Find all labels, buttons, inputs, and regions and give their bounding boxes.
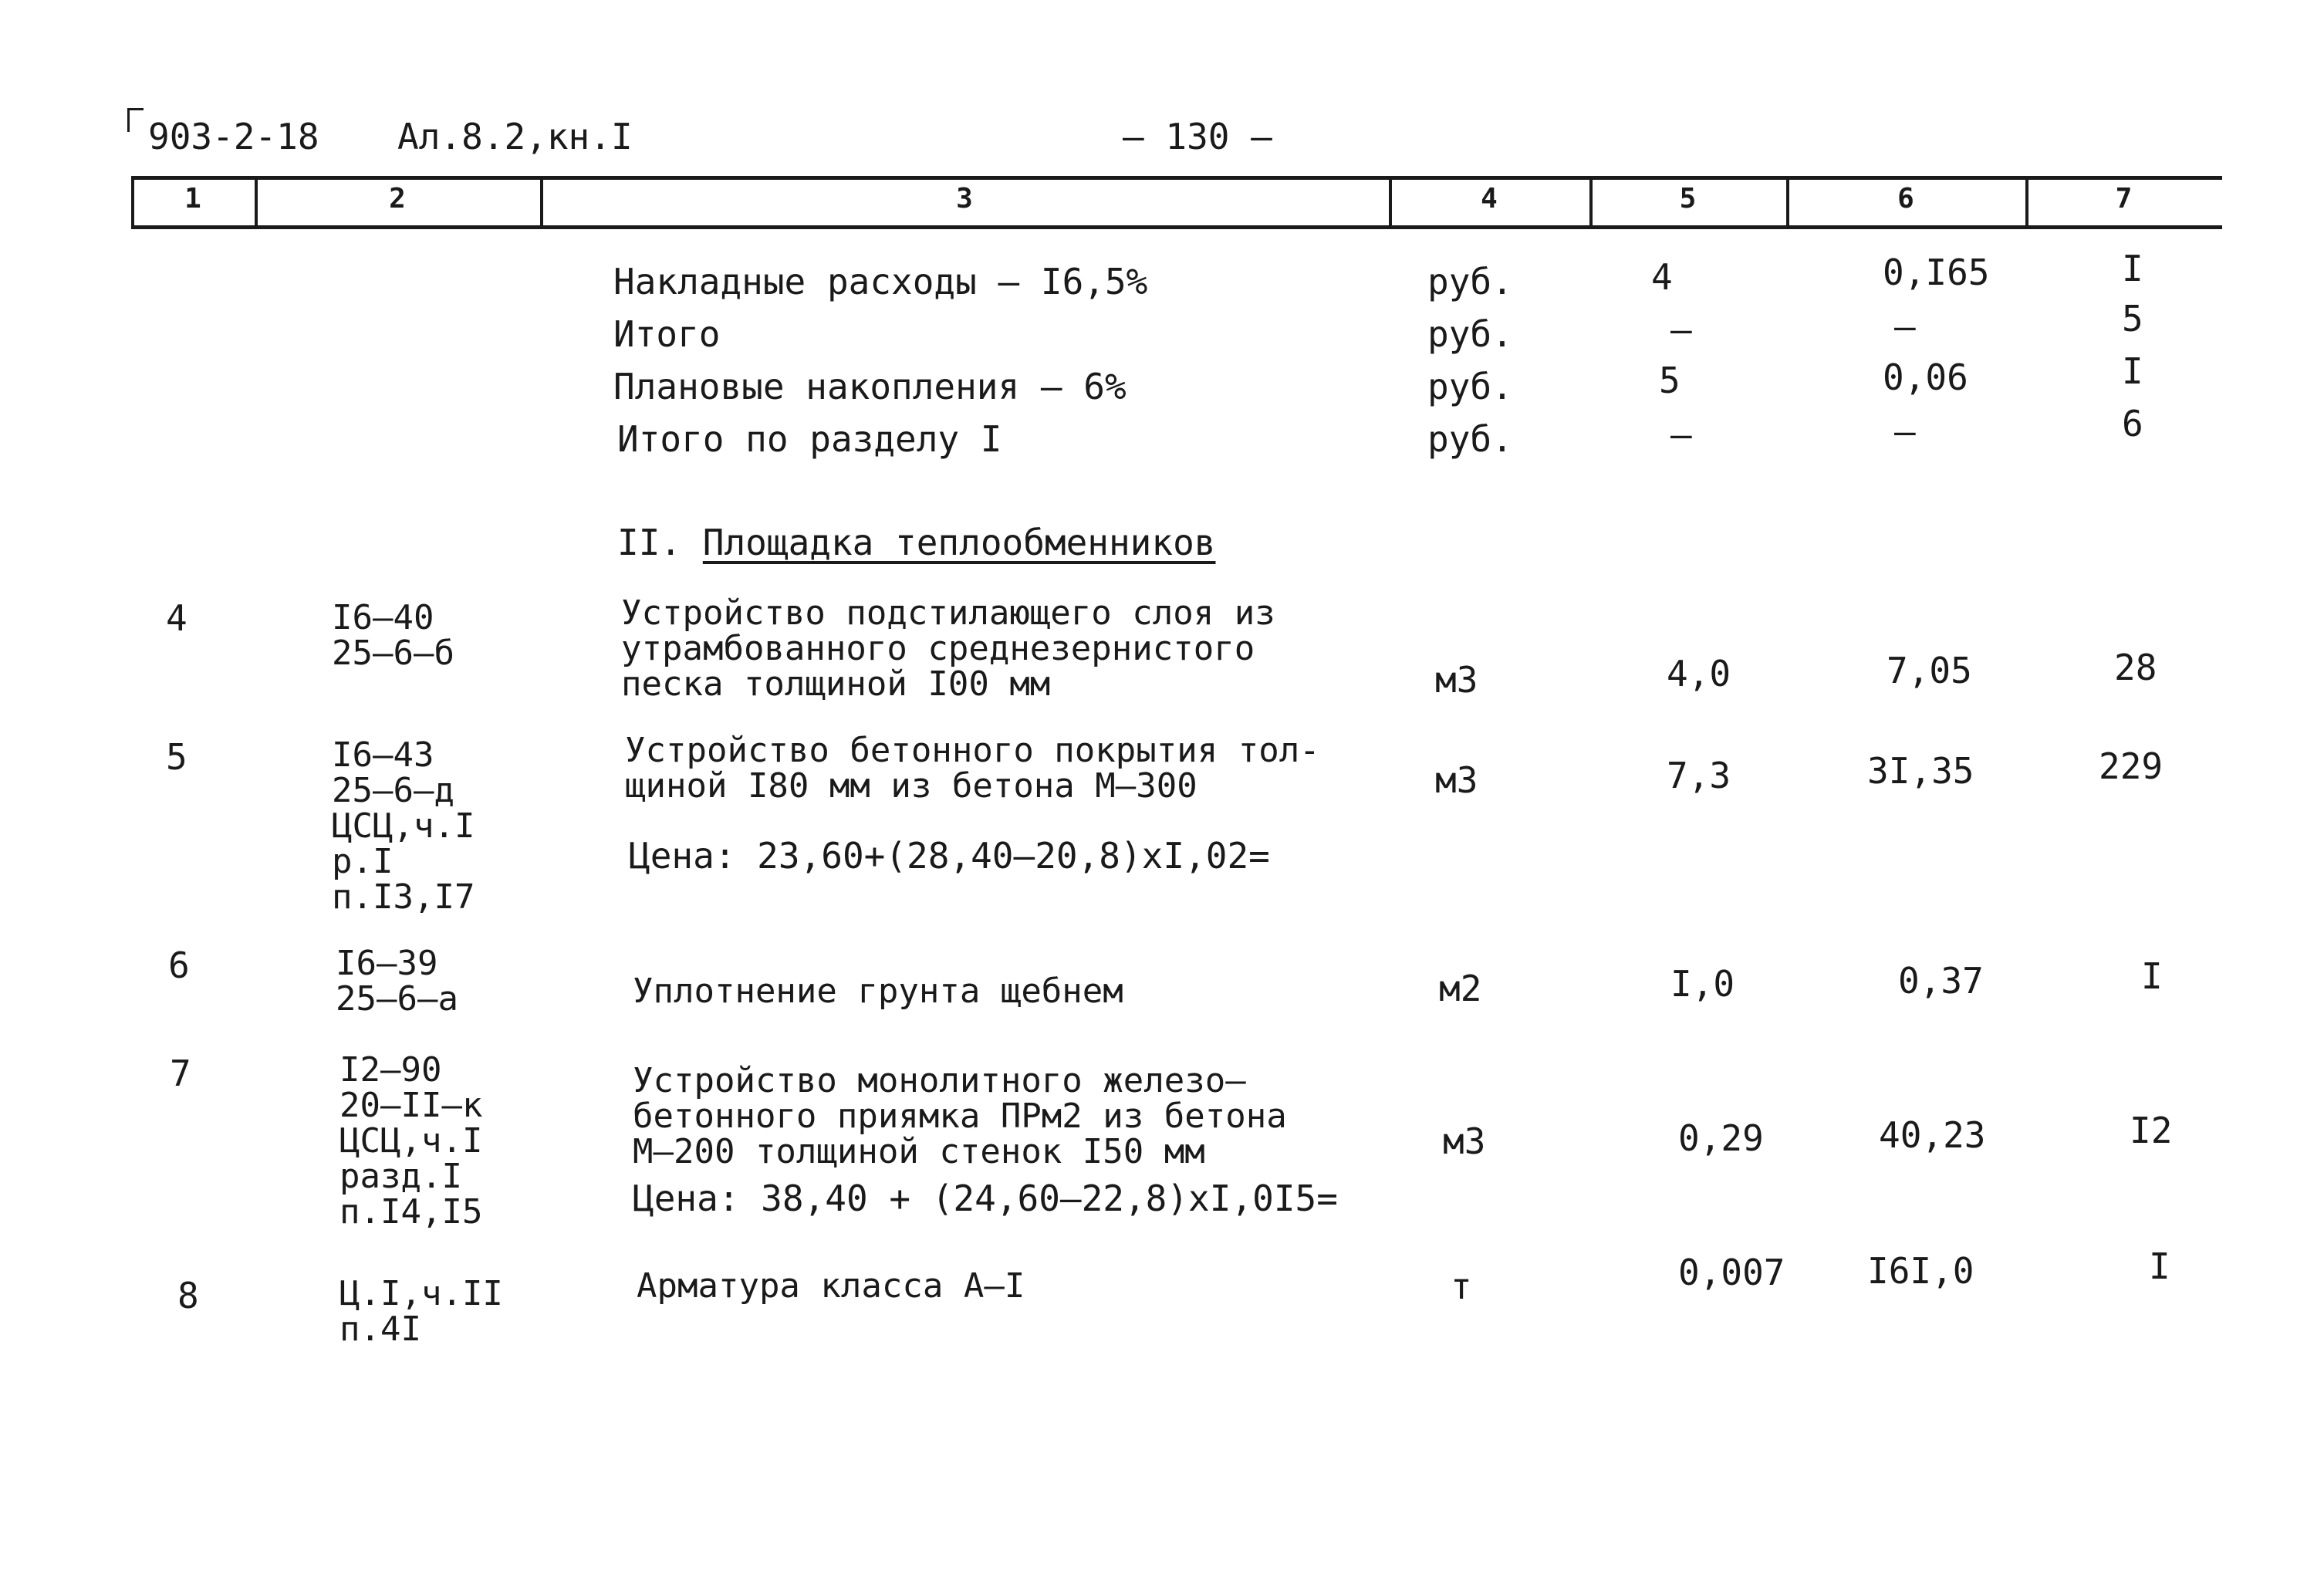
summary-unit: руб. — [1427, 313, 1513, 355]
row-code: п.I4,I5 — [339, 1192, 483, 1232]
row-codes — [336, 946, 458, 1017]
row-col7: 28 — [2114, 647, 2157, 688]
section-heading — [617, 522, 1216, 563]
column-number: 3 — [956, 183, 973, 215]
description-line: Устройство бетонного покрытия тол- — [625, 731, 1320, 770]
row-col6: 7,05 — [1887, 650, 1972, 691]
row-code: 20–II–к — [339, 1086, 483, 1125]
row-col5: I,0 — [1670, 963, 1735, 1005]
summary-col5: – — [1670, 309, 1692, 350]
description-line: утрамбованного среднезернистого — [621, 629, 1255, 668]
column-number: 7 — [2115, 183, 2133, 215]
row-number: 6 — [168, 944, 190, 986]
row-code: 25–6–а — [336, 979, 458, 1019]
section-number: II. — [617, 522, 682, 563]
row-number: 7 — [170, 1053, 191, 1094]
summary-description: Накладные расходы – I6,5% — [613, 261, 1148, 302]
summary-description: Плановые накопления – 6% — [613, 366, 1127, 407]
description-line: Уплотнение грунта щебнем — [633, 972, 1123, 1011]
summary-col6: 0,I65 — [1883, 252, 1990, 293]
column-number: 5 — [1679, 183, 1697, 215]
column-number: 1 — [184, 183, 201, 215]
row-col5: 4,0 — [1667, 653, 1731, 694]
summary-col5: 4 — [1651, 256, 1673, 298]
row-code: 25–6–б — [332, 634, 454, 673]
row-description — [637, 1266, 1025, 1306]
row-unit: т — [1451, 1266, 1472, 1307]
row-description — [621, 593, 1275, 704]
row-code: I6–43 — [332, 735, 434, 775]
summary-col6: – — [1894, 306, 1916, 347]
row-description — [633, 1063, 1287, 1170]
row-unit: м3 — [1435, 759, 1478, 801]
description-line: песка толщиной I00 мм — [621, 664, 1051, 704]
row-code: р.I — [332, 842, 394, 881]
column-header-bar — [131, 176, 2222, 231]
row-col6: I6I,0 — [1867, 1250, 1974, 1292]
row-col5: 0,29 — [1678, 1117, 1764, 1159]
corner-mark — [127, 108, 144, 132]
description-line: Устройство подстилающего слоя из — [621, 593, 1275, 633]
page-number: — 130 — — [1123, 116, 1272, 157]
row-code: п.I3,I7 — [332, 877, 475, 917]
row-code: I6–39 — [336, 944, 438, 983]
summary-description: Итого по разделу I — [617, 418, 1002, 460]
summary-description: Итого — [613, 313, 721, 355]
doc-number: 903-2-18 — [148, 116, 319, 157]
summary-col6: – — [1894, 411, 1916, 452]
section-title: Площадка теплообменников — [702, 522, 1216, 563]
row-number: 8 — [177, 1275, 199, 1316]
row-col5: 7,3 — [1667, 755, 1731, 796]
summary-unit: руб. — [1427, 366, 1513, 407]
row-unit: м2 — [1439, 968, 1482, 1009]
row-codes — [332, 600, 454, 671]
row-code: 25–6–д — [332, 771, 454, 810]
row-code: Ц.I,ч.II — [339, 1274, 503, 1313]
row-code: п.4I — [339, 1309, 421, 1349]
row-unit: м3 — [1435, 659, 1478, 701]
summary-col5: 5 — [1659, 360, 1681, 401]
row-codes — [339, 1276, 503, 1347]
column-number: 4 — [1481, 183, 1498, 215]
price-formula: Цена: 38,40 + (24,60–22,8)хI,0I5= — [633, 1178, 1338, 1219]
description-line: щиной I80 мм из бетона М–300 — [625, 766, 1197, 806]
column-number: 2 — [389, 183, 406, 215]
summary-unit: руб. — [1427, 261, 1513, 302]
row-code: разд.I — [339, 1157, 462, 1196]
row-col7: I — [2149, 1245, 2170, 1287]
row-col7: 229 — [2099, 745, 2164, 787]
row-code: I6–40 — [332, 598, 434, 637]
row-code: ЦСЦ,ч.I — [332, 806, 475, 846]
row-description — [633, 974, 1123, 1009]
row-col7: I2 — [2130, 1110, 2173, 1151]
row-code: ЦСЦ,ч.I — [339, 1121, 483, 1161]
summary-col7: 6 — [2122, 403, 2143, 444]
header-bottom-rule — [131, 225, 2222, 229]
row-description — [625, 733, 1320, 804]
summary-col7: 5 — [2122, 298, 2143, 340]
row-col6: 3I,35 — [1867, 750, 1974, 792]
price-formula: Цена: 23,60+(28,40–20,8)хI,02= — [629, 835, 1270, 877]
row-number: 4 — [166, 597, 187, 639]
summary-col7: I — [2122, 350, 2143, 392]
summary-col6: 0,06 — [1883, 357, 1968, 398]
summary-col7: I — [2122, 248, 2143, 289]
row-unit: м3 — [1443, 1120, 1486, 1162]
summary-unit: руб. — [1427, 418, 1513, 460]
row-codes — [332, 735, 475, 917]
row-col5: 0,007 — [1678, 1252, 1785, 1293]
row-number: 5 — [166, 736, 187, 778]
summary-col5: – — [1670, 414, 1692, 455]
description-line: Устройство монолитного железо– — [633, 1061, 1246, 1100]
description-line: Арматура класса А–I — [637, 1266, 1025, 1306]
row-code: I2–90 — [339, 1050, 442, 1090]
row-codes — [339, 1050, 483, 1232]
row-col6: 40,23 — [1879, 1114, 1986, 1156]
row-col7: I — [2141, 955, 2163, 997]
row-col6: 0,37 — [1898, 960, 1984, 1002]
album-reference: Ал.8.2,кн.I — [397, 116, 633, 157]
column-number: 6 — [1897, 183, 1914, 215]
description-line: М–200 толщиной стенок I50 мм — [633, 1132, 1205, 1171]
description-line: бетонного приямка ПРм2 из бетона — [633, 1097, 1287, 1136]
